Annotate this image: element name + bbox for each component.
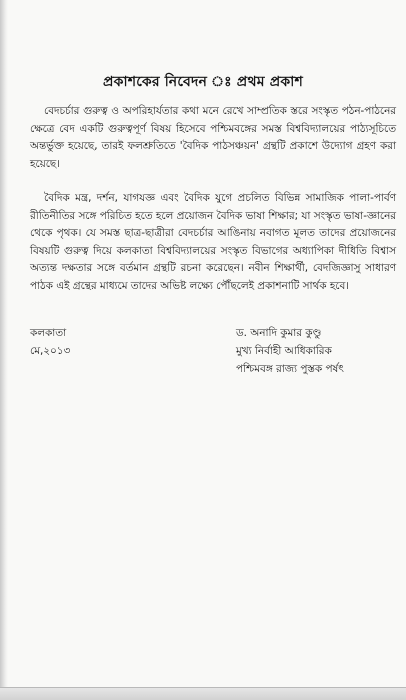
page-title: প্রকাশকের নিবেদন ঃ প্রথম প্রকাশ bbox=[103, 74, 303, 90]
signatory-name: ড. অনাদি কুমার কুণ্ডু bbox=[236, 327, 322, 339]
signatory-organization: পশ্চিমবঙ্গ রাজ্য পুস্তক পর্ষৎ bbox=[236, 363, 344, 375]
paragraph-2: বৈদিক মন্ত্র, দর্শন, যাগযজ্ঞ এবং বৈদিক যুগে প্রচলিত বিভিন্ন সামাজিক পালা-পার্বণ রীতিনীতির সঙ্গে পরিচিত হতে হলে প্রয়োজন বৈদিক ভাষা শিক্ষার; যা সংস্কৃত ভাষা-জ্ঞানের থেকে পৃথক। যে সমস্ত ছাত্র-ছাত্রীরা বেদচর্চার আঙিনায় নবাগত মূলত তাদের প্রয়োজনের বিষয়টি গুরুত্ব দিয়ে কলকাতা বিশ্ববিদ্যালয়ের সংস্কৃত বিভাগের অধ্যাপিকা দীধিতি বিশ্বাস অত্যন্ত দক্ষতার সঙ্গে বর্তমান গ্রন্থটি রচনা করেছেন। নবীন শিক্ষার্থী, বেদজিজ্ঞাসু সাধারণ পাঠক এই গ্রন্থের মাধ্যমে তাদের অভিষ্ট লক্ষ্যে পৌঁছলেই প্রকাশনাটি সার্থক হবে। bbox=[30, 192, 396, 292]
place-text: কলকাতা bbox=[30, 327, 67, 339]
signatory-designation: মুখ্য নির্বাহী আধিকারিক bbox=[236, 345, 332, 357]
page-bottom-edge bbox=[0, 688, 406, 700]
date-text: মে,২০১৩ bbox=[30, 345, 71, 357]
paragraph-1: বেদচর্চার গুরুত্ব ও অপরিহার্যতার কথা মনে রেখে সাম্প্রতিক স্তরে সংস্কৃত পঠন-পাঠনের ক্ষেত্রে বেদ একটি গুরুত্বপূর্ণ বিষয় হিসেবে পশ্চিমবঙ্গের সমস্ত বিশ্ববিদ্যালয়ের পাঠ্যসূচিতে অন্তর্ভুক্ত হয়েছে, তারই ফলশ্রুতিতে 'বৈদিক পাঠসঞ্চয়ন' গ্রন্থটি প্রকাশে উদ্যোগ গ্রহণ করা হয়েছে। bbox=[30, 105, 396, 170]
page-gutter-shadow bbox=[0, 0, 8, 700]
